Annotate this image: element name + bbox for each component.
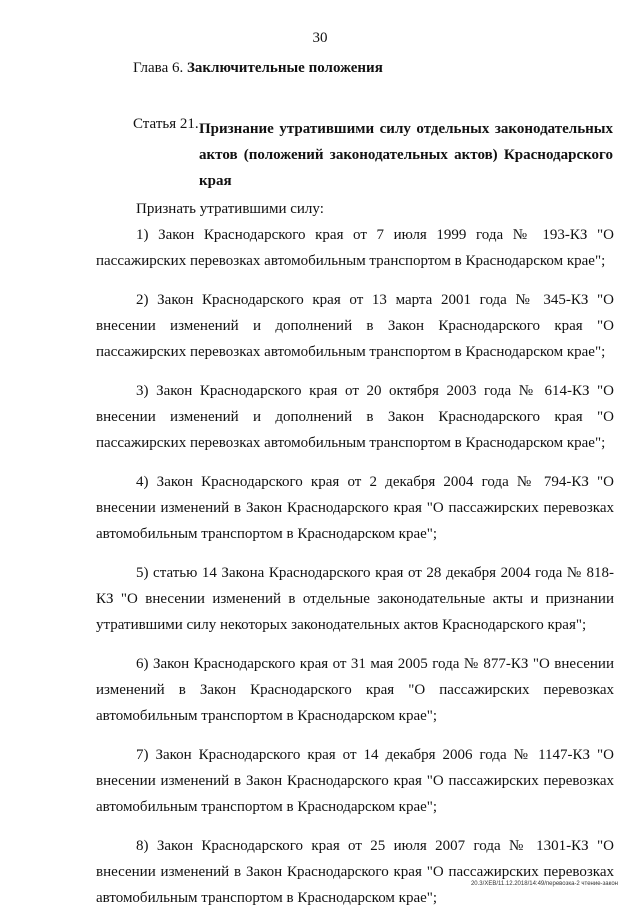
list-item-1: 1) Закон Краснодарского края от 7 июля 1999 года № 193-КЗ "О пассажирских перевозках автомобильным транспортом в Краснодарском крае"; bbox=[96, 227, 614, 269]
article-number: Статья 21. bbox=[133, 116, 199, 132]
list-item-8: 8) Закон Краснодарского края от 25 июля 2007 года № 1301-КЗ "О внесении изменений в Закон Краснодарского края "О пассажирских перевозках автомобильным транспортом в Краснодарском крае"; bbox=[96, 838, 614, 906]
list-item-3: 3) Закон Краснодарского края от 20 октября 2003 года № 614-КЗ "О внесении изменений и дополнений в Закон Краснодарского края "О пассажирских перевозках автомобильным транспортом в Краснодарском крае"; bbox=[96, 383, 614, 451]
article-title: Признание утратившими силу отдельных законодательных актов (положений законодательных актов) Краснодарского края bbox=[199, 121, 613, 189]
list-item-5: 5) статью 14 Закона Краснодарского края от 28 декабря 2004 года № 818-КЗ "О внесении изменений в отдельные законодательные акты и признании утратившими силу некоторых законодательных актов Краснодарского края"; bbox=[96, 565, 614, 633]
document-footer-code: 20.3/ХЕВ/11.12.2018/14:49/перевозка-2 чтение-закон bbox=[470, 881, 618, 887]
chapter-prefix: Глава 6. bbox=[133, 60, 184, 76]
list-item-7: 7) Закон Краснодарского края от 14 декабря 2006 года № 1147-КЗ "О внесении изменений в Закон Краснодарского края "О пассажирских перевозках автомобильным транспортом в Краснодарском крае"; bbox=[96, 747, 614, 815]
list-item-2: 2) Закон Краснодарского края от 13 марта 2001 года № 345-КЗ "О внесении изменений и дополнений в Закон Краснодарского края "О пассажирских перевозках автомобильным транспортом в Краснодарском крае"; bbox=[96, 292, 614, 360]
list-item-4: 4) Закон Краснодарского края от 2 декабря 2004 года № 794-КЗ "О внесении изменений в Закон Краснодарского края "О пассажирских перевозках автомобильным транспортом в Краснодарском крае"; bbox=[96, 474, 614, 542]
list-item-6: 6) Закон Краснодарского края от 31 мая 2005 года № 877-КЗ "О внесении изменений в Закон Краснодарского края "О пассажирских перевозках автомобильным транспортом в Краснодарском крае"; bbox=[96, 656, 614, 724]
chapter-title: Заключительные положения bbox=[186, 60, 383, 76]
document-body bbox=[96, 196, 614, 924]
chapter-heading bbox=[133, 60, 383, 77]
page-number: 30 bbox=[312, 30, 328, 46]
intro-text: Признать утратившими силу: bbox=[136, 201, 324, 217]
